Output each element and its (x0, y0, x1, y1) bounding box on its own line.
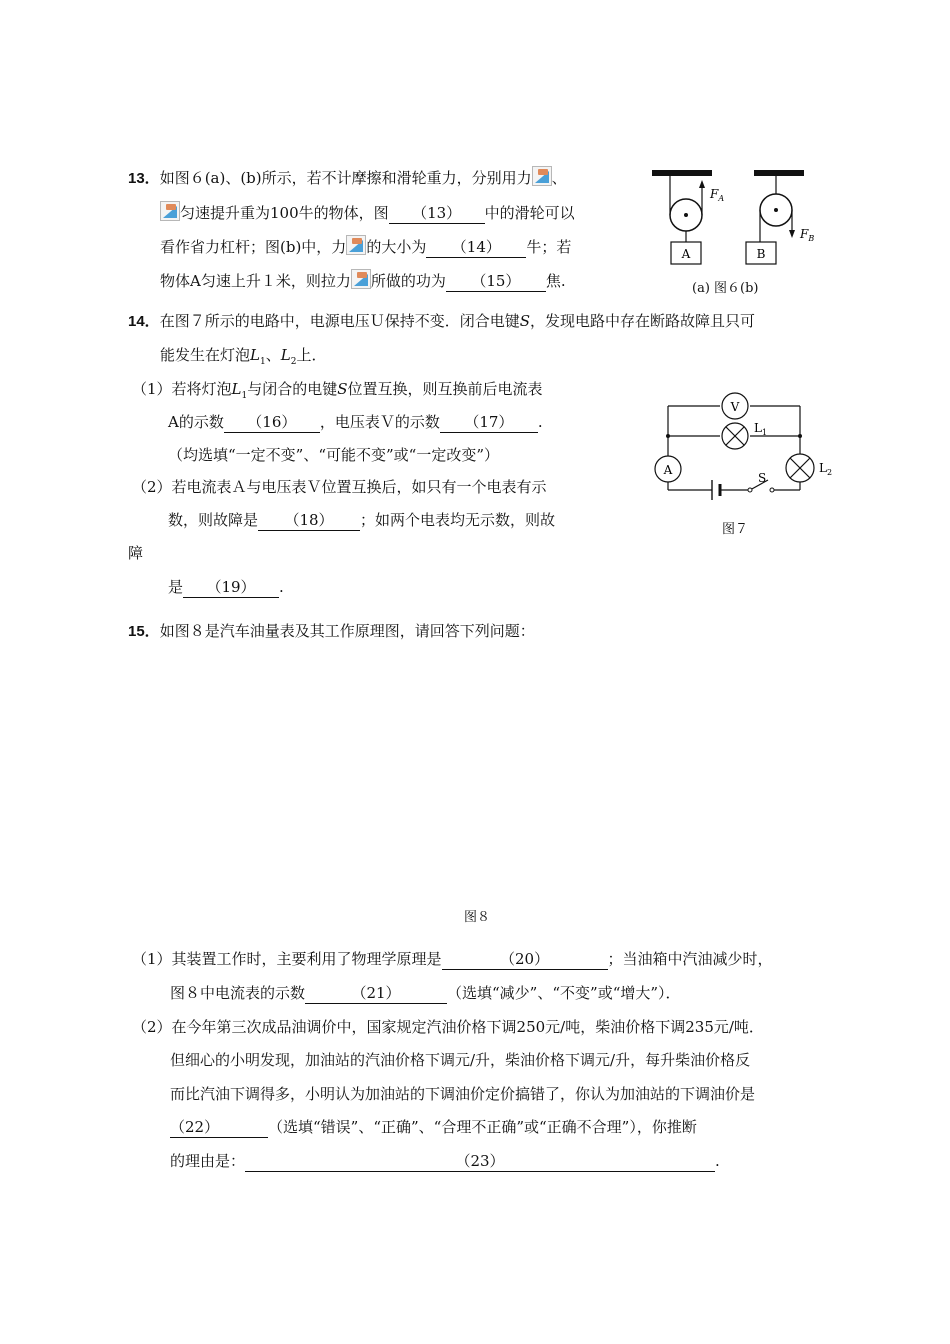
q14-part2-line-3: 障 (128, 544, 144, 562)
svg-text:V: V (730, 400, 740, 414)
q14-part1-line-2: A的示数 （16） ，电压表Ｖ的示数 （17） . (168, 413, 543, 431)
q14-number: 14． (128, 313, 160, 330)
force-fb-image-icon (160, 201, 180, 221)
force-fb-label: $F_B$ (800, 227, 815, 243)
answer-blank-21[interactable]: （21） (305, 983, 447, 1004)
answer-blank-14[interactable]: （14） (426, 237, 526, 258)
answer-blank-13[interactable]: （13） (389, 203, 485, 224)
q15-part1-line-2: 图８中电流表的示数 （21） （选填“减少”、“不变”或“增大”）． (170, 984, 681, 1002)
figure-7-caption: 图７ (722, 522, 749, 537)
q15-part2-line-4: （22） （选填“错误”、“正确”、“合理不正确”或“正确不合理”），你推断 (170, 1118, 697, 1136)
figure-6-pulleys (640, 160, 830, 270)
ceiling-b (754, 170, 804, 176)
ceiling-a (652, 170, 712, 176)
q15-part2-line-3: 而比汽油下调得多，小明认为加油站的下调油价定价搞错了，你认为加油站的下调油价是 (170, 1085, 756, 1103)
figure-7-circuit (650, 388, 840, 508)
q13-line-2: 匀速提升重为100牛的物体，图 （13） 中的滑轮可以 (160, 201, 575, 224)
answer-blank-22[interactable]: （22） (170, 1117, 268, 1138)
lamp-l1-label: $L_1$ (754, 421, 768, 437)
q15-part2-line-2: 但细心的小明发现，加油站的汽油价格下调元/升，柴油价格下调元/升，每升柴油价格反 (170, 1051, 751, 1069)
answer-blank-16[interactable]: （16） (224, 412, 320, 433)
q15-part2-line-5: 的理由是： （23） . (170, 1152, 720, 1170)
lamp-l2-label: $L_2$ (819, 461, 833, 477)
answer-blank-19[interactable]: （19） (183, 577, 279, 598)
q14-line-2: 能发生在灯泡$L_1$、$L_2$上． (160, 346, 327, 367)
q13-number: 13． (128, 170, 160, 187)
svg-text:A: A (663, 463, 673, 477)
q14-line-1: 14．在图７所示的电路中，电源电压Ｕ保持不变．闭合电键S，发现电路中存在断路故障且只可 (128, 312, 755, 330)
answer-blank-17[interactable]: （17） (440, 412, 538, 433)
figure-6-caption: (a) 图６(b) (692, 281, 759, 296)
q15-number: 15． (128, 623, 160, 640)
answer-blank-23[interactable]: （23） (245, 1151, 715, 1172)
answer-blank-20[interactable]: （20） (442, 949, 608, 970)
q14-part2-line-4: 是 （19） . (168, 578, 284, 596)
q14-part2-line-2: 数，则故障是 （18） ；如两个电表均无示数，则故 (168, 511, 556, 529)
force-fa-image-icon (532, 166, 552, 186)
svg-text:A: A (681, 247, 691, 261)
q15-line-1: 15．如图８是汽车油量表及其工作原理图，请回答下列问题： (128, 622, 535, 640)
q14-part1-line-1: （1）若将灯泡$L_1$与闭合的电键S位置互换，则互换前后电流表 (132, 380, 543, 401)
q15-part1-line-1: （1）其装置工作时，主要利用了物理学原理是 （20） ；当油箱中汽油减少时， (132, 950, 773, 968)
switch-label: S (758, 471, 767, 485)
q15-part2-line-1: （2）在今年第三次成品油调价中，国家规定汽油价格下调250元/吨，柴油价格下调235元/吨． (132, 1018, 764, 1036)
answer-blank-15[interactable]: （15） (446, 271, 546, 292)
force-image-icon (346, 235, 366, 255)
q13-line-4: 物体A匀速上升１米，则拉力 所做的功为 （15） 焦. (160, 269, 566, 292)
answer-blank-18[interactable]: （18） (258, 510, 360, 531)
q13-line-3: 看作省力杠杆；图(b)中，力 的大小为 （14） 牛；若 (160, 235, 571, 258)
q14-part1-line-3: （均选填“一定不变”、“可能不变”或“一定改变”） (168, 446, 500, 464)
svg-text:B: B (756, 247, 766, 261)
q13-line-1: 13．如图６(a)、(b)所示，若不计摩擦和滑轮重力，分别用力 、 (128, 166, 567, 190)
q14-part2-line-1: （2）若电流表Ａ与电压表Ｖ位置互换后，如只有一个电表有示 (132, 478, 547, 496)
force-fa-label: $F_A$ (710, 187, 725, 203)
force-image-icon (351, 269, 371, 289)
figure-8-caption: 图８ (464, 910, 491, 925)
